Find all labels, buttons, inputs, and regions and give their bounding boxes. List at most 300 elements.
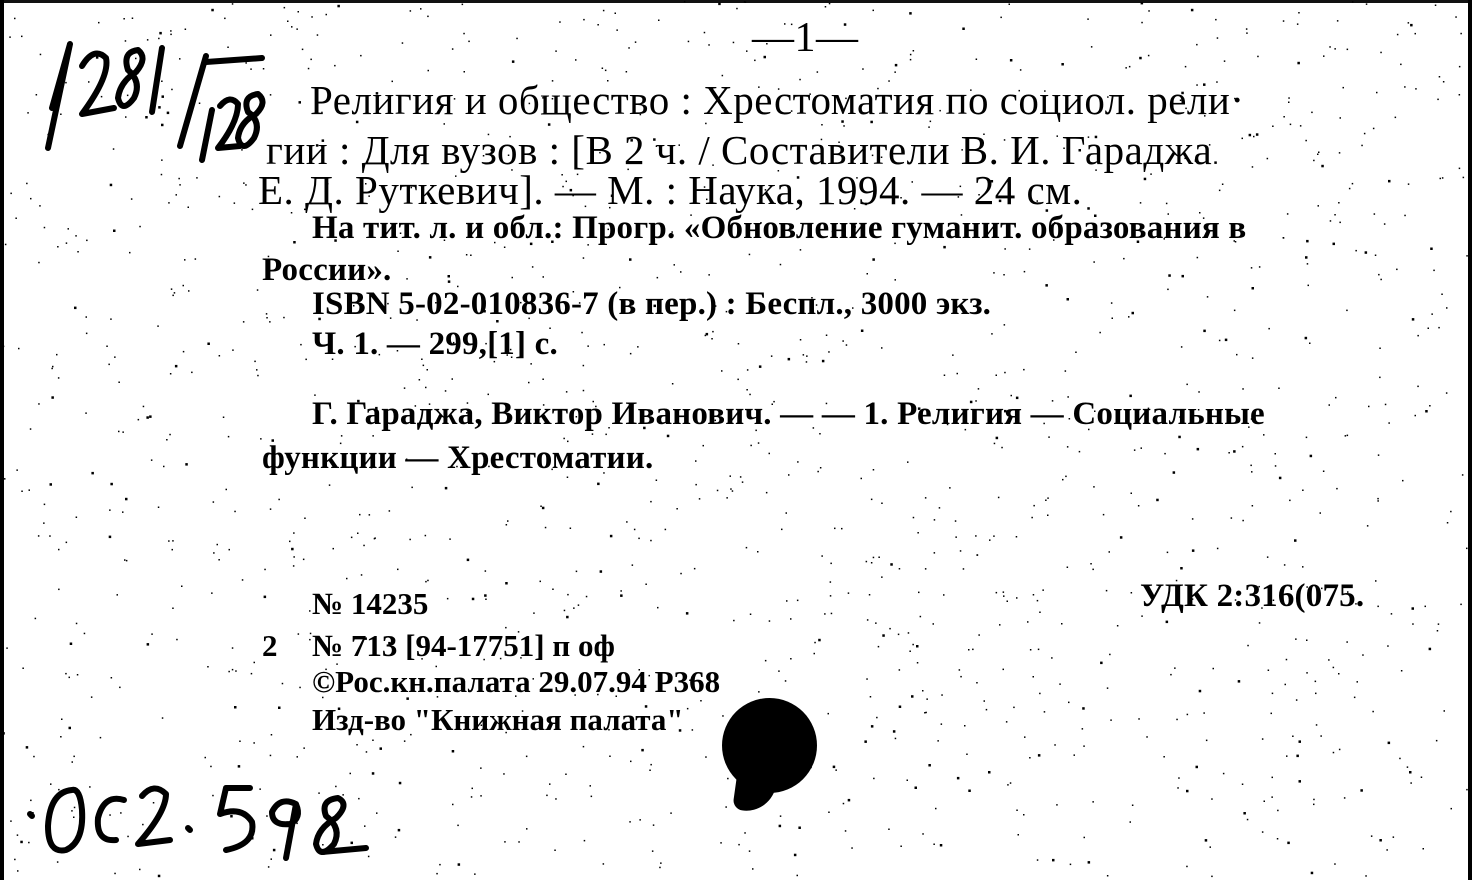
speckle: [256, 369, 258, 371]
speckle: [1367, 525, 1369, 527]
speckle: [151, 633, 153, 635]
speckle: [143, 406, 145, 408]
speckle: [512, 277, 514, 279]
speckle: [1283, 237, 1285, 239]
speckle: [1107, 687, 1109, 689]
speckle: [1110, 719, 1112, 721]
speckle: [30, 428, 32, 430]
speckle: [1277, 810, 1279, 812]
speckle: [1459, 66, 1461, 68]
speckle: [1309, 343, 1311, 345]
speckle: [1401, 670, 1403, 672]
speckle: [1275, 465, 1277, 467]
speckle: [1130, 821, 1132, 823]
speckle: [162, 717, 164, 719]
speckle: [219, 196, 221, 198]
speckle: [895, 279, 897, 281]
speckle: [542, 507, 545, 510]
speckle: [745, 2, 747, 4]
speckle: [870, 696, 872, 698]
speckle: [749, 394, 751, 396]
speckle: [746, 389, 748, 391]
speckle: [1267, 158, 1269, 160]
speckle: [908, 632, 910, 634]
speckle: [563, 438, 565, 440]
speckle: [1010, 59, 1013, 62]
speckle: [1313, 160, 1315, 162]
speckle: [1463, 177, 1465, 179]
speckle: [968, 790, 971, 793]
speckle: [1345, 435, 1347, 437]
speckle: [645, 584, 647, 586]
speckle: [395, 836, 397, 838]
speckle: [1056, 804, 1058, 806]
speckle: [590, 785, 592, 787]
speckle: [326, 14, 328, 16]
speckle: [769, 453, 771, 455]
speckle: [872, 258, 875, 261]
speckle: [1163, 756, 1165, 758]
speckle: [1038, 649, 1040, 651]
speckle: [147, 643, 150, 646]
speckle: [546, 795, 548, 797]
speckle: [730, 488, 732, 490]
speckle: [559, 21, 561, 23]
speckle: [410, 10, 412, 12]
speckle: [708, 274, 710, 276]
speckle: [452, 804, 454, 806]
speckle: [1305, 140, 1307, 142]
speckle: [986, 709, 988, 711]
speckle: [881, 347, 883, 349]
speckle: [603, 863, 605, 865]
speckle: [1323, 55, 1325, 57]
speckle: [1033, 505, 1035, 507]
speckle: [658, 20, 660, 22]
speckle: [1365, 251, 1368, 254]
speckle: [738, 343, 740, 345]
speckle: [1139, 57, 1142, 60]
speckle: [1298, 12, 1300, 14]
speckle: [609, 756, 611, 758]
speckle: [1388, 180, 1391, 183]
speckle: [427, 580, 429, 582]
speckle: [123, 18, 125, 20]
speckle: [293, 532, 295, 534]
speckle: [1295, 638, 1297, 640]
speckle: [821, 555, 823, 557]
speckle: [110, 318, 112, 320]
speckle: [939, 507, 941, 509]
speckle: [302, 49, 304, 51]
speckle: [1065, 476, 1067, 478]
speckle: [720, 842, 722, 844]
speckle: [994, 443, 996, 445]
speckle: [1409, 771, 1412, 774]
speckle: [1141, 2, 1144, 5]
speckle: [429, 256, 432, 259]
speckle: [185, 463, 188, 466]
speckle: [179, 184, 181, 186]
speckle: [1380, 52, 1382, 54]
speckle: [271, 734, 273, 736]
speckle: [184, 259, 186, 261]
speckle: [704, 32, 706, 34]
speckle: [1082, 728, 1084, 730]
speckle: [1128, 316, 1130, 318]
speckle: [1093, 261, 1095, 263]
speckle: [530, 363, 532, 365]
speckle: [1333, 667, 1335, 669]
speckle: [873, 10, 875, 12]
speckle: [1441, 294, 1443, 296]
speckle: [1, 577, 3, 579]
speckle: [132, 18, 134, 20]
speckle: [1141, 615, 1143, 617]
speckle: [555, 50, 557, 52]
speckle: [234, 202, 236, 204]
speckle: [632, 564, 634, 566]
speckle: [1033, 594, 1035, 596]
speckle: [909, 651, 911, 653]
speckle: [369, 514, 371, 516]
speckle: [732, 490, 734, 492]
speckle: [581, 332, 583, 334]
speckle: [1042, 589, 1044, 591]
speckle: [1001, 447, 1003, 449]
speckle: [518, 841, 520, 843]
speckle: [818, 639, 821, 642]
speckle: [1197, 448, 1200, 451]
speckle: [996, 592, 998, 594]
speckle: [788, 358, 791, 361]
speckle: [829, 3, 831, 5]
speckle: [1246, 28, 1248, 30]
speckle: [1259, 266, 1261, 268]
speckle: [712, 331, 714, 333]
speckle: [1335, 397, 1337, 399]
speckle: [1339, 222, 1341, 224]
speckle: [1222, 184, 1224, 186]
speckle: [223, 417, 225, 419]
speckle: [1215, 19, 1217, 21]
speckle: [1207, 296, 1209, 298]
speckle: [1242, 520, 1244, 522]
speckle: [1283, 116, 1285, 118]
speckle: [183, 351, 185, 353]
speckle: [736, 8, 738, 10]
speckle: [1148, 55, 1150, 57]
speckle: [814, 653, 816, 655]
speckle: [570, 528, 572, 530]
speckle: [635, 41, 637, 43]
speckle: [49, 535, 51, 537]
speckle: [934, 552, 936, 554]
speckle: [69, 677, 71, 679]
speckle: [448, 280, 451, 283]
speckle: [463, 33, 465, 35]
speckle: [1186, 790, 1189, 793]
speckle: [406, 278, 408, 280]
speckle: [957, 373, 959, 375]
speckle: [1178, 777, 1180, 779]
speckle: [759, 365, 762, 368]
speckle: [1305, 337, 1308, 340]
speckle: [50, 483, 53, 486]
speckle: [98, 22, 100, 24]
speckle: [1125, 67, 1127, 69]
speckle: [628, 47, 630, 49]
speckle: [229, 549, 231, 551]
speckle: [170, 373, 172, 375]
speckle: [672, 383, 674, 385]
speckle: [181, 586, 183, 588]
speckle: [1450, 511, 1452, 513]
speckle: [1037, 600, 1039, 602]
speckle: [310, 59, 312, 61]
speckle: [1417, 335, 1419, 337]
speckle: [637, 346, 639, 348]
speckle: [1252, 166, 1254, 168]
speckle: [3, 346, 5, 348]
speckle: [232, 669, 234, 671]
speckle: [51, 396, 54, 399]
speckle: [800, 249, 802, 251]
speckle: [293, 556, 295, 558]
speckle: [952, 354, 954, 356]
speckle: [1030, 649, 1032, 651]
speckle: [718, 3, 721, 6]
speckle: [722, 715, 724, 717]
speckle: [61, 719, 63, 721]
speckle: [1366, 3, 1368, 5]
speckle: [425, 387, 427, 389]
speckle: [445, 390, 447, 392]
speckle: [1408, 22, 1410, 24]
speckle: [1038, 754, 1041, 757]
speckle: [243, 182, 245, 184]
speckle: [1355, 250, 1357, 252]
speckle: [554, 850, 556, 852]
speckle: [750, 445, 752, 447]
speckle: [738, 844, 740, 846]
speckle: [575, 59, 577, 61]
speckle: [86, 333, 88, 335]
speckle: [507, 520, 509, 522]
speckle: [1168, 274, 1171, 277]
speckle: [583, 257, 585, 259]
speckle: [1446, 392, 1448, 394]
speckle: [890, 563, 893, 566]
speckle: [1107, 875, 1109, 877]
speckle: [1440, 178, 1442, 180]
speckle: [1307, 263, 1309, 265]
speckle: [17, 834, 19, 836]
speckle: [35, 618, 37, 620]
speckle: [1003, 595, 1005, 597]
speckle: [830, 563, 832, 565]
speckle: [817, 71, 819, 73]
speckle: [899, 669, 901, 671]
speckle: [1337, 20, 1339, 22]
speckle: [555, 798, 557, 800]
speckle: [69, 727, 72, 730]
speckle: [303, 559, 305, 561]
speckle: [1378, 454, 1380, 456]
speckle: [1054, 744, 1056, 746]
speckle: [1289, 500, 1291, 502]
speckle: [66, 242, 68, 244]
speckle: [851, 847, 853, 849]
speckle: [650, 764, 652, 766]
speckle: [1164, 453, 1166, 455]
speckle: [861, 330, 864, 333]
speckle: [449, 538, 451, 540]
speckle: [172, 608, 174, 610]
speckle: [228, 671, 230, 673]
speckle: [232, 3, 234, 4]
speckle: [957, 777, 960, 780]
speckle: [1242, 784, 1244, 786]
speckle: [10, 193, 12, 195]
speckle: [287, 21, 289, 23]
speckle: [941, 694, 943, 696]
speckle: [1141, 22, 1143, 24]
speckle: [1092, 801, 1094, 803]
speckle: [781, 529, 783, 531]
speckle: [1131, 592, 1133, 594]
speckle: [694, 568, 696, 570]
speckle: [603, 10, 605, 12]
speckle: [211, 592, 213, 594]
speckle: [960, 676, 962, 678]
speckle: [171, 288, 173, 290]
speckle: [873, 557, 875, 559]
speckle: [881, 576, 883, 578]
speckle: [933, 844, 935, 846]
speckle: [788, 474, 790, 476]
speckle: [1296, 699, 1298, 701]
speckle: [65, 673, 67, 675]
speckle: [1123, 258, 1125, 260]
speckle: [1091, 46, 1093, 48]
subject-line-2: функции — Хрестоматии.: [262, 440, 654, 476]
speckle: [1191, 9, 1194, 12]
speckle: [1271, 713, 1273, 715]
speckle: [226, 489, 228, 491]
speckle: [1372, 711, 1374, 713]
speckle: [638, 538, 640, 540]
speckle: [960, 550, 962, 552]
speckle: [119, 687, 121, 689]
speckle: [1421, 777, 1423, 779]
speckle: [124, 559, 126, 561]
subject-line-1: Г. Гараджа, Виктор Иванович. — — 1. Религия — Социальные: [312, 396, 1265, 432]
speckle: [1082, 707, 1085, 710]
speckle: [207, 343, 210, 346]
speckle: [452, 750, 455, 753]
speckle: [684, 1, 686, 3]
speckle: [397, 251, 399, 253]
speckle: [747, 369, 749, 371]
speckle: [58, 589, 60, 591]
speckle: [924, 712, 926, 714]
speckle: [1156, 499, 1159, 502]
speckle: [1412, 607, 1415, 610]
speckle: [963, 568, 965, 570]
speckle: [790, 618, 792, 620]
speckle: [188, 207, 190, 209]
speckle: [1205, 839, 1208, 842]
speckle: [1167, 289, 1169, 291]
speckle: [650, 540, 652, 542]
speckle: [1007, 784, 1009, 786]
speckle: [1437, 99, 1439, 101]
speckle: [686, 612, 689, 615]
speckle: [44, 504, 46, 506]
speckle: [1217, 548, 1219, 550]
speckle: [1210, 846, 1212, 848]
speckle: [299, 101, 302, 104]
speckle: [1087, 18, 1089, 20]
speckle: [38, 262, 40, 264]
speckle: [242, 579, 244, 581]
speckle: [26, 746, 29, 749]
speckle: [991, 333, 993, 335]
speckle: [972, 649, 974, 651]
speckle: [1214, 161, 1217, 164]
speckle: [72, 761, 74, 763]
speckle: [752, 868, 754, 870]
speckle: [452, 378, 454, 380]
speckle: [984, 700, 986, 702]
speckle: [935, 808, 937, 810]
speckle: [129, 252, 131, 254]
speckle: [110, 483, 113, 486]
speckle: [1211, 876, 1213, 878]
speckle: [687, 708, 689, 710]
speckle: [21, 36, 23, 38]
speckle: [404, 740, 406, 742]
speckle: [814, 642, 816, 644]
speckle: [626, 71, 628, 73]
speckle: [15, 218, 17, 220]
speckle: [1357, 681, 1359, 683]
speckle: [1134, 449, 1136, 451]
speckle: [1016, 810, 1018, 812]
speckle: [512, 60, 515, 63]
speckle: [600, 570, 603, 573]
speckle: [900, 846, 902, 848]
speckle: [1272, 693, 1274, 695]
speckle: [1203, 330, 1206, 333]
speckle: [254, 662, 256, 664]
speckle: [725, 806, 727, 808]
speckle: [1338, 202, 1340, 204]
speckle: [540, 581, 542, 583]
note-line-2: России».: [262, 252, 392, 288]
speckle: [125, 498, 128, 501]
speckle: [305, 359, 307, 361]
speckle: [291, 26, 293, 28]
speckle: [1444, 710, 1446, 712]
speckle: [800, 339, 802, 341]
speckle: [1310, 455, 1313, 458]
speckle: [1112, 318, 1114, 320]
speckle: [862, 68, 864, 70]
speckle: [1083, 745, 1085, 747]
speckle: [1436, 740, 1438, 742]
